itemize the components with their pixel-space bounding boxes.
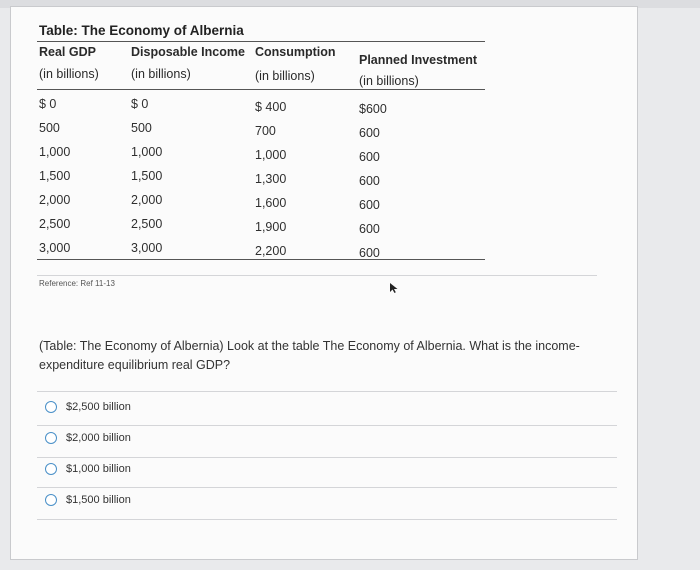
table-bottom-rule — [37, 259, 485, 260]
table-cell: 1,000 — [131, 145, 163, 159]
choice-label: $2,500 billion — [66, 401, 131, 413]
choices-divider-1 — [37, 391, 617, 392]
table-cell: 1,600 — [255, 196, 287, 210]
col-unit-disposable-income: (in billions) — [131, 67, 191, 81]
choice-option[interactable] — [45, 461, 131, 477]
choices-divider-2 — [37, 425, 617, 426]
table-cell: 600 — [359, 198, 380, 212]
table-cell: 2,000 — [39, 193, 71, 207]
col-header-real-gdp: Real GDP — [39, 45, 96, 59]
mouse-cursor-icon — [390, 283, 398, 293]
table-cell: 600 — [359, 150, 380, 164]
table-cell: 2,000 — [131, 193, 163, 207]
question-panel — [10, 6, 638, 560]
radio-button[interactable] — [45, 432, 57, 444]
radio-button[interactable] — [45, 401, 57, 413]
table-cell: 600 — [359, 246, 380, 260]
table-cell: 700 — [255, 124, 276, 138]
choice-option[interactable] — [45, 492, 131, 508]
choices-divider-3 — [37, 457, 617, 458]
table-cell: 2,200 — [255, 244, 287, 258]
choice-label: $1,000 billion — [66, 463, 131, 475]
table-cell: 500 — [131, 121, 152, 135]
choices-divider-4 — [37, 487, 617, 488]
choice-label: $2,000 billion — [66, 432, 131, 444]
col-header-planned-investment: Planned Investment — [359, 53, 478, 67]
table-cell: 600 — [359, 126, 380, 140]
table-cell: 1,300 — [255, 172, 287, 186]
table-cell: 2,500 — [131, 217, 163, 231]
table-cell: 1,500 — [131, 169, 163, 183]
table-cell: 3,000 — [131, 241, 163, 255]
radio-button[interactable] — [45, 463, 57, 475]
table-cell: 3,000 — [39, 241, 71, 255]
table-cell: 1,500 — [39, 169, 71, 183]
table-cell: $ 0 — [131, 97, 149, 111]
table-cell: 1,900 — [255, 220, 287, 234]
question-text: (Table: The Economy of Albernia) Look at the table The Economy of Albernia. What is the income-expenditure equilibrium real GDP? — [39, 339, 580, 372]
choice-label: $1,500 billion — [66, 494, 131, 506]
col-unit-real-gdp: (in billions) — [39, 67, 99, 81]
choice-option[interactable] — [45, 399, 131, 415]
table-cell: 600 — [359, 174, 380, 188]
choice-option[interactable] — [45, 430, 131, 446]
table-top-rule — [37, 41, 485, 42]
table-cell: $ 0 — [39, 97, 57, 111]
col-header-disposable-income: Disposable Income — [131, 45, 245, 59]
col-unit-planned-investment: (in billions) — [359, 74, 419, 88]
table-cell: 2,500 — [39, 217, 71, 231]
table-header-rule — [37, 89, 485, 90]
col-header-consumption: Consumption — [255, 45, 336, 59]
reference-label: Reference: Ref 11-13 — [39, 279, 115, 288]
table-title: Table: The Economy of Albernia — [39, 23, 244, 38]
radio-button[interactable] — [45, 494, 57, 506]
table-cell: 1,000 — [39, 145, 71, 159]
table-cell: 1,000 — [255, 148, 287, 162]
table-cell: $ 400 — [255, 100, 287, 114]
choices-divider-5 — [37, 519, 617, 520]
table-cell: 500 — [39, 121, 60, 135]
col-unit-consumption: (in billions) — [255, 69, 315, 83]
table-cell: $600 — [359, 102, 387, 116]
section-divider — [37, 275, 597, 276]
table-cell: 600 — [359, 222, 380, 236]
